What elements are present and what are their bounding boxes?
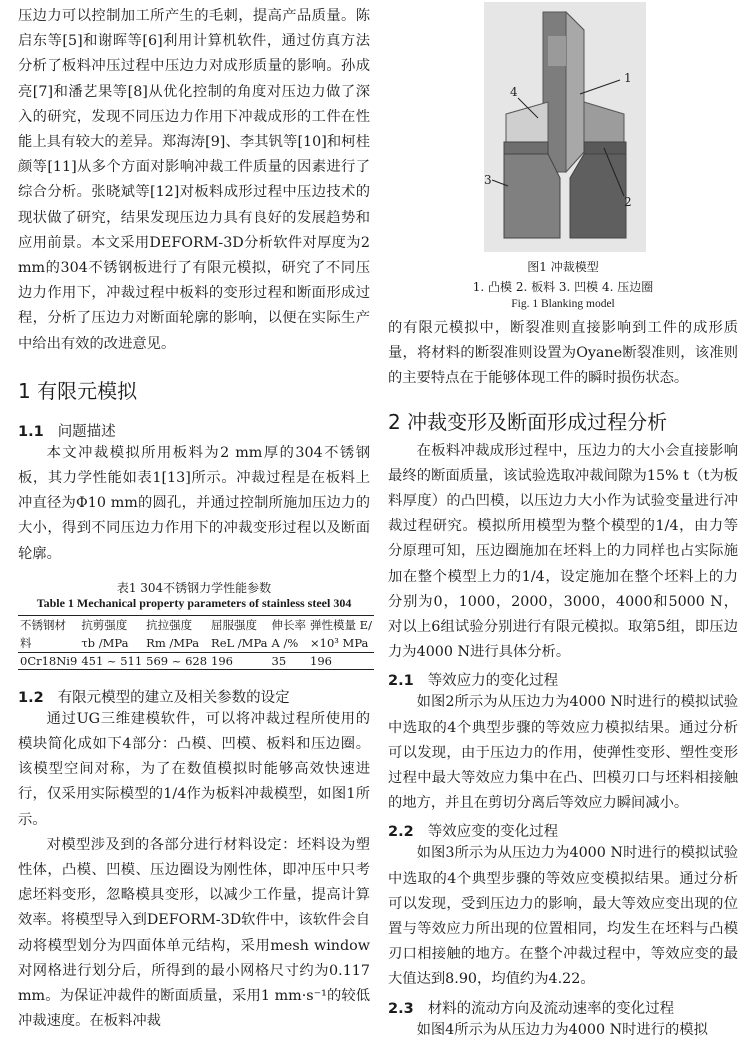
table-header-cell: 屈服强度 [211,617,258,632]
table-header-row [18,615,374,634]
s21-paragraph: 如图2所示为从压边力为4000 N时进行的模拟试验中选取的4个典型步骤的等效应力模拟结果。通过分析可以发现，由于压边力的作用，使弹性变形、塑性变形过程中最大等效应力集中在凸、凹模刃口与坯料相接触的地方，并且在剪切分离后等效应力瞬间减小。 [388,694,738,812]
s12-paragraph-2: 对模型涉及到的各部分进行材料设定：坯料设为塑性体，凸模、凹模、压边圈设为刚性体，即冲压中只考虑坯料变形，忽略模具变形，以减少工作量，提高计算效率。将模型导入到DEFORM-3D软件中，该软件会自动将模型划分为四面体单元结构，采用mesh window对网格进行划分后，所得到的最小网格尺寸约为0.117 mm。为保证冲裁件的断面质量，采用1 mm·s⁻¹的较低冲裁速度。在板料冲裁 [18,836,370,1030]
subsection-1-2-heading [18,686,370,707]
table-cell: 569 ~ 628 [146,653,208,668]
figure-legend: 1. 凸模 2. 板料 3. 凹模 4. 压边圈 [472,280,654,294]
table1-caption-cn: 表1 304不锈钢力学性能参数 [116,580,272,595]
table-header-cell: A /% [271,635,299,650]
subsection-1-1-heading [18,420,370,441]
subsection-number: 1.1 [18,423,44,440]
table-cell: 451 ~ 511 [81,653,143,668]
die-shape [504,154,560,238]
table-row [18,652,374,669]
mechanical-properties-table [18,615,374,670]
figure-1-block [388,0,738,316]
s2-paragraph: 在板料冲裁成形过程中，压边力的大小会直接影响最终的断面质量，该试验选取冲裁间隙为15% t（t为板料厚度）的凸凹模，以压边力大小作为试验变量进行冲裁过程研究。模拟所用模型为整个模型的1/4，由力等分原理可知，压边圈施加在坯料上的力同样也占实际施加在整个模型上力的1/4，设定施加在整个坯料上的力分别为0，1000，2000，3000，4000和5000 N，对以上6组试验分别进行有限元模拟。取第5组，即压边力为4000 N进行具体分析。 [388,442,738,661]
continued-paragraph: 的有限元模拟中，断裂准则直接影响到工件的成形质量，将材料的断裂准则设置为Oyane断裂准则，该准则的主要特点在于能够体现工件的瞬时损伤状态。 [388,320,738,387]
table-header-cell: ReL /MPa [211,635,268,650]
table-cell: 196 [310,653,332,668]
intro-paragraph: 压边力可以控制加工所产生的毛刺，提高产品质量。陈启东等[5]和谢晖等[6]利用计算机软件，通过仿真方法分析了板料冲压过程中压边力对成形质量的影响。孙成亮[7]和潘艺果等[8]从优化控制的角度对压边力做了深入的研究，发现不同压边力作用下冲裁成形的工件在性能上具有较大的差异。郑海涛[9]、李其钒等[10]和柯桂颜等[11]从多个方面对影响冲裁工件质量的因素进行了综合分析。张晓斌等[12]对板料成形过程中压边技术的现状做了研究，结果发现压边力具有良好的发展趋势和应用前景。本文采用DEFORM-3D分析软件对厚度为2 mm的304不锈钢板进行了有限元模拟，研究了不同压边力作用下，冲裁过程中板料的变形过程和断面形成过程，分析了压边力对断面轮廓的影响，以便在实际生产中给出有效的改进意见。 [18,8,370,352]
figure-label: 2 [624,195,632,209]
subsection-title: 材料的流动方向及流动速率的变化过程 [427,1000,675,1017]
table-cell: 0Cr18Ni9 [20,653,78,668]
s22-paragraph: 如图3所示为从压边力为4000 N时进行的模拟试验中选取的4个典型步骤的等效应变模拟结果。通过分析可以发现，受到压边力的影响，最大等效应变出现的位置与等效应力所出现的位置相同，均发生在坯料与凸模刃口相接触的地方。在整个冲裁过程中，等效应变的最大值达到8.90，均值约为4.22。 [388,845,738,988]
subsection-number: 2.2 [388,824,414,841]
table-header-cell: 伸长率 [271,617,307,632]
table-header-cell: τb /MPa [81,635,129,650]
subsection-title: 等效应力的变化过程 [427,673,559,690]
right-column [388,0,738,1043]
subsection-number: 2.3 [388,1000,414,1017]
table-header-cell: 弹性模量 E/ [310,617,372,632]
section-2-heading: 2 冲裁变形及断面形成过程分析 [388,409,668,434]
subsection-2-2-heading [388,820,738,841]
figure-caption-en: Fig. 1 Blanking model [511,298,615,310]
table-header-cell: 抗剪强度 [81,617,128,632]
figure-label: 4 [510,85,518,99]
table-header-cell: Rm /MPa [146,635,200,650]
table-header-cell: ×10³ MPa [310,635,369,650]
subsection-number: 2.1 [388,673,414,690]
table-cell: 196 [211,653,233,668]
table1-caption-en: Table 1 Mechanical property parameters of stainless steel 304 [36,595,352,610]
left-column [18,0,370,1035]
s23-paragraph: 如图4所示为从压边力为4000 N时进行的模拟 [416,1021,708,1038]
subsection-title: 问题描述 [57,423,116,440]
sheet-shape [504,142,548,154]
subsection-number: 1.2 [18,689,44,706]
table-header-cell: 不锈钢材 [20,617,66,632]
s12-paragraph-1: 通过UG三维建模软件，可以将冲裁过程所使用的模块简化成如下4部分：凸模、凹模、板料和压边圈。该模型空间对称，为了在数值模拟时能够高效快速进行，仅采用实际模型的1/4作为板料冲裁模型，如图1所示。 [18,710,370,828]
table-header-row [18,634,374,653]
subsection-title: 有限元模型的建立及相关参数的设定 [57,689,290,706]
table-cell: 35 [271,653,287,668]
s11-paragraph: 本文冲裁模拟所用板料为2 mm厚的304不锈钢板，其力学性能如表1[13]所示。冲裁过程是在板料上冲直径为Φ10 mm的圆孔，并通过控制所施加压边力的大小，得到不同压边力作用下的冲裁变形过程以及断面轮廓。 [18,444,370,562]
subsection-2-3-heading [388,997,738,1018]
section-1-heading: 1 有限元模拟 [18,378,138,403]
table-header-cell: 抗拉强度 [146,617,193,632]
subsection-2-1-heading [388,669,738,690]
figure-label: 1 [624,71,632,85]
figure-label: 3 [484,173,492,187]
blanking-model-figure [388,2,738,257]
figure-caption-cn: 图1 冲裁模型 [527,260,599,274]
table-header-cell: 料 [20,635,32,650]
subsection-title: 等效应变的变化过程 [427,824,559,841]
